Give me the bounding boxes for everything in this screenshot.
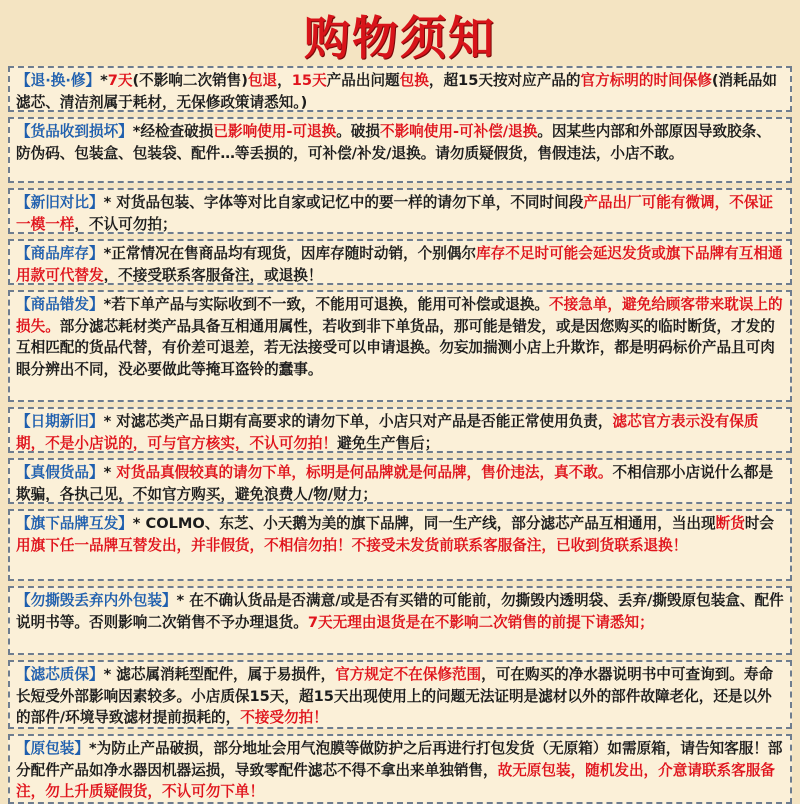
highlighted-text: 官方标明的时间保修 (580, 72, 712, 89)
body-text: *正常情况在售商品均有现货，因库存随时动销，个别偶尔 (103, 245, 477, 262)
section-damaged-goods (8, 117, 792, 183)
highlighted-text: 用旗下任一品牌互替发出，并非假货，不相信勿拍！不接受未发货前联系客服备注，已收到货联系退换！ (16, 536, 688, 554)
body-text: * 对滤芯类产品日期有高要求的请勿下单，小店只对产品是否能正常使用负责， (103, 413, 613, 430)
section-stock (8, 239, 792, 285)
section-old-new-comparison (8, 188, 792, 234)
body-text: * (103, 464, 117, 481)
body-text: 避免生产售后； (337, 434, 440, 452)
body-text: *若下单产品与实际收到不一致，不能用可退换，能用可补偿或退换。 (103, 296, 550, 313)
body-text: *为防止产品破损，部分地址会用气泡膜等做防护之后再进行打包发货（无原箱）如需原箱，请告知客服！部分配件产品如净水器因机器运损，导致零配件滤芯不得不拿出来单独销售， (16, 740, 783, 779)
body-text: (消耗品如滤芯、清洁剂属于耗材，无保修政策请悉知。) (16, 72, 777, 111)
highlighted-text: 库存不足时可能会延迟发货或旗下品牌有互相通用款可代替发 (16, 245, 783, 284)
highlighted-text: 官方规定不在保修范围 (335, 666, 482, 683)
section-sub-brand-substitution (8, 509, 792, 581)
section-original-packaging (8, 734, 792, 804)
highlighted-text: 包退 (247, 72, 278, 89)
highlighted-text: 不接急单，避免给顾客带来耽误上的损失。 (16, 296, 783, 335)
section-authenticity (8, 458, 792, 504)
body-text: 产品出问题 (326, 72, 400, 89)
section-tag: 【退·换·修】 (16, 72, 101, 89)
highlighted-text: 包换 (399, 72, 429, 89)
section-tag: 【货品收到损坏】 (16, 123, 133, 140)
body-text: ，不接受联系客服备注，或退换！ (103, 266, 323, 284)
section-tag: 【滤芯质保】 (16, 666, 104, 683)
highlighted-text: 不接受勿拍！ (240, 709, 328, 726)
section-tag: 【日期新旧】 (16, 413, 104, 430)
highlighted-text: 滤芯官方表示没有保质期，不是小店说的，可与官方核实，不认可勿拍！ (16, 413, 759, 452)
highlighted-text: 断货 (715, 515, 745, 532)
highlighted-text: 15天 (291, 72, 327, 89)
section-keep-packaging (8, 586, 792, 655)
section-return-exchange-repair (8, 66, 792, 112)
body-text: * 滤芯属消耗型配件，属于易损件， (103, 666, 336, 683)
body-text: 部分滤芯耗材类产品具备互相通用属性，若收到非下单货品，那可能是错发，或是因您购买的临时断货，才发的互相匹配的货品代替，有价差可退差，若无法接受可以申请退换。勿妄加揣测小店上升欺诈，都是明码标价产品且可肉眼分辨出不同，没必要做此等掩耳盗铃的蠢事。 (16, 317, 775, 378)
body-text: * 在不确认货品是否满意/或是否有买错的可能前，勿撕毁内透明袋、丢弃/撕毁原包装盒、配件说明书等。否则影响二次销售不予办理退货。 (16, 592, 784, 631)
highlighted-text: 故无原包装，随机发出，介意请联系客服备注，勿上升质疑假货，不认可勿下单！ (16, 761, 775, 800)
section-tag: 【新旧对比】 (16, 194, 104, 211)
body-text: ，不认可勿拍； (74, 215, 177, 233)
highlighted-text: 已影响使用-可退换 (213, 123, 337, 140)
highlighted-text: 对货品真假较真的请勿下单，标明是何品牌就是何品牌，售价违法，真不敢。 (116, 464, 613, 481)
body-text: (不影响二次销售) (132, 72, 248, 89)
body-text: *经检查破损 (132, 123, 214, 140)
body-text: 。因某些内部和外部原因导致胶条、防伪码、包装盒、包装袋、配件…等丢损的，可补偿/补发/退换。请勿质疑假货，售假违法，小店不敢。 (16, 123, 771, 162)
section-wrong-shipment (8, 290, 792, 402)
section-filter-warranty (8, 660, 792, 729)
body-text: * (100, 72, 108, 89)
highlighted-text: 不影响使用-可补偿/退换 (379, 123, 538, 140)
highlighted-text: 产品出厂可能有微调，不保证一模一样 (16, 194, 774, 233)
section-tag: 【真假货品】 (16, 464, 104, 481)
section-tag: 【勿撕毁丢弃内外包装】 (16, 592, 177, 609)
body-text: 。破损 (336, 123, 380, 140)
body-text: ，可在购买的净水器说明书中可查询到。寿命长短受外部影响因素较多。小店质保15天，超15天出现使用上的问题无法证明是滤材以外的部件故障老化，还是以外的部件/环境导致滤材提前损耗的， (16, 666, 774, 726)
body-text: 时会 (744, 515, 775, 532)
section-tag: 【原包装】 (16, 740, 89, 757)
page-title: 购物须知 (304, 11, 496, 65)
body-text: * COLMO、东芝、小天鹅为美的旗下品牌，同一生产线，部分滤芯产品互相通用，当出现 (132, 515, 716, 532)
highlighted-text: 7天 (107, 72, 133, 89)
body-text: 不相信那小店说什么都是欺骗，各执己见，不如官方购买，避免浪费人/物/财力； (16, 464, 774, 503)
section-tag: 【商品库存】 (16, 245, 104, 262)
body-text: ， (277, 72, 292, 89)
section-production-date (8, 407, 792, 453)
section-tag: 【旗下品牌互发】 (16, 515, 133, 532)
body-text: * 对货品包装、字体等对比自家或记忆中的要一样的请勿下单，不同时间段 (103, 194, 584, 211)
highlighted-text: 7天无理由退货是在不影响二次销售的前提下请悉知； (307, 613, 654, 631)
section-tag: 【商品错发】 (16, 296, 104, 313)
body-text: ，超15天按对应产品的 (428, 72, 581, 89)
